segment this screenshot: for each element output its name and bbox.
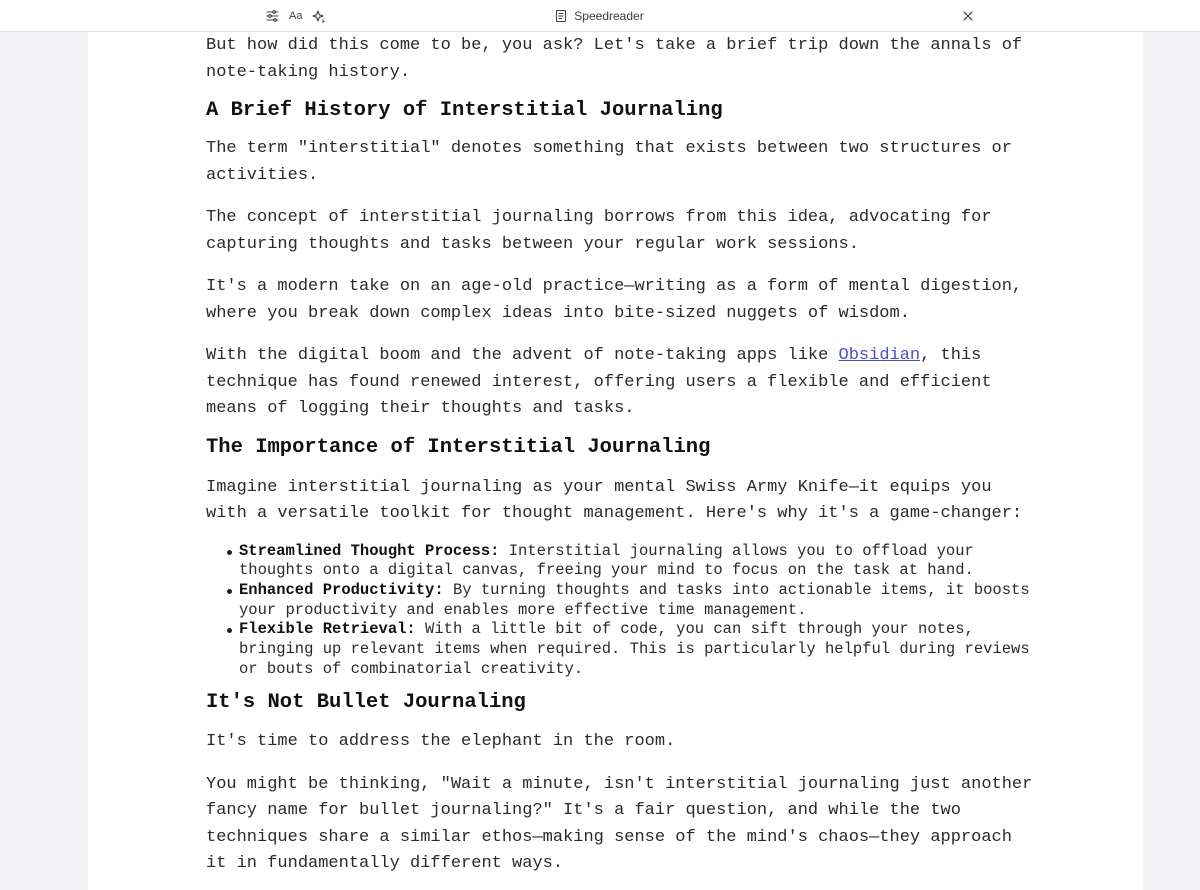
heading-bullet-journaling: It's Not Bullet Journaling xyxy=(206,691,526,715)
reader-toolbar xyxy=(0,0,1200,32)
obsidian-link[interactable]: Obsidian xyxy=(838,346,921,365)
paragraph-interstitial-term: The term "interstitial" denotes something that exists between two structures or activities. xyxy=(206,139,1012,185)
list-item xyxy=(239,620,1036,679)
paragraph-digital-boom xyxy=(206,343,1036,423)
benefits-list xyxy=(206,542,1036,680)
window-title-text: Speedreader xyxy=(574,9,644,23)
list-item-text: Interstitial journaling allows you to offload your thoughts onto a digital canvas, freeing your mind to focus on the task at hand. xyxy=(239,541,974,580)
heading-importance: The Importance of Interstitial Journaling xyxy=(206,435,711,459)
list-item-term: Flexible Retrieval: xyxy=(239,620,416,639)
intro-paragraph: But how did this come to be, you ask? Let's take a brief trip down the annals of note-taking history. xyxy=(206,36,1023,82)
list-item-term: Streamlined Thought Process: xyxy=(239,541,500,560)
list-item xyxy=(239,542,1036,581)
document-icon xyxy=(556,8,566,24)
list-item-term: Enhanced Productivity: xyxy=(239,580,444,599)
reader-page xyxy=(88,32,1143,890)
list-item-text: By turning thoughts and tasks into actionable items, it boosts your productivity and enables more effective time management. xyxy=(239,580,1030,619)
paragraph-elephant: It's time to address the elephant in the room. xyxy=(206,732,676,752)
digital-boom-text-end: , this technique has found renewed interest, offering users a flexible and efficient means of logging their thoughts and tasks. xyxy=(206,346,992,418)
paragraph-concept: The concept of interstitial journaling borrows from this idea, advocating for capturing thoughts and tasks between your regular work sessions. xyxy=(206,208,992,254)
paragraph-modern-take: It's a modern take on an age-old practice—writing as a form of mental digestion, where you break down complex ideas into bite-sized nuggets of wisdom. xyxy=(206,277,1023,323)
digital-boom-text-start: With the digital boom and the advent of note-taking apps like xyxy=(206,346,839,365)
heading-history: A Brief History of Interstitial Journaling xyxy=(206,99,723,122)
list-item xyxy=(239,581,1036,620)
paragraph-swiss-army: Imagine interstitial journaling as your mental Swiss Army Knife—it equips you with a versatile toolkit for thought management. Here's why it's a game-changer: xyxy=(206,477,1023,523)
article-content xyxy=(206,32,1036,878)
close-icon xyxy=(963,11,973,21)
window-title xyxy=(0,8,1200,24)
close-button[interactable] xyxy=(960,8,976,24)
paragraph-fair-question: You might be thinking, "Wait a minute, isn't interstitial journaling just another fancy name for bullet journaling?" It's a fair question, and while the two techniques share a similar ethos—making sense of the mind's chaos—they approach it in fundamentally different ways. xyxy=(206,774,1033,874)
list-item-text: With a little bit of code, you can sift through your notes, bringing up relevant items when required. This is particularly helpful during reviews or bouts of combinatorial creativity. xyxy=(239,620,1030,678)
font-icon[interactable]: Aa xyxy=(289,10,303,22)
